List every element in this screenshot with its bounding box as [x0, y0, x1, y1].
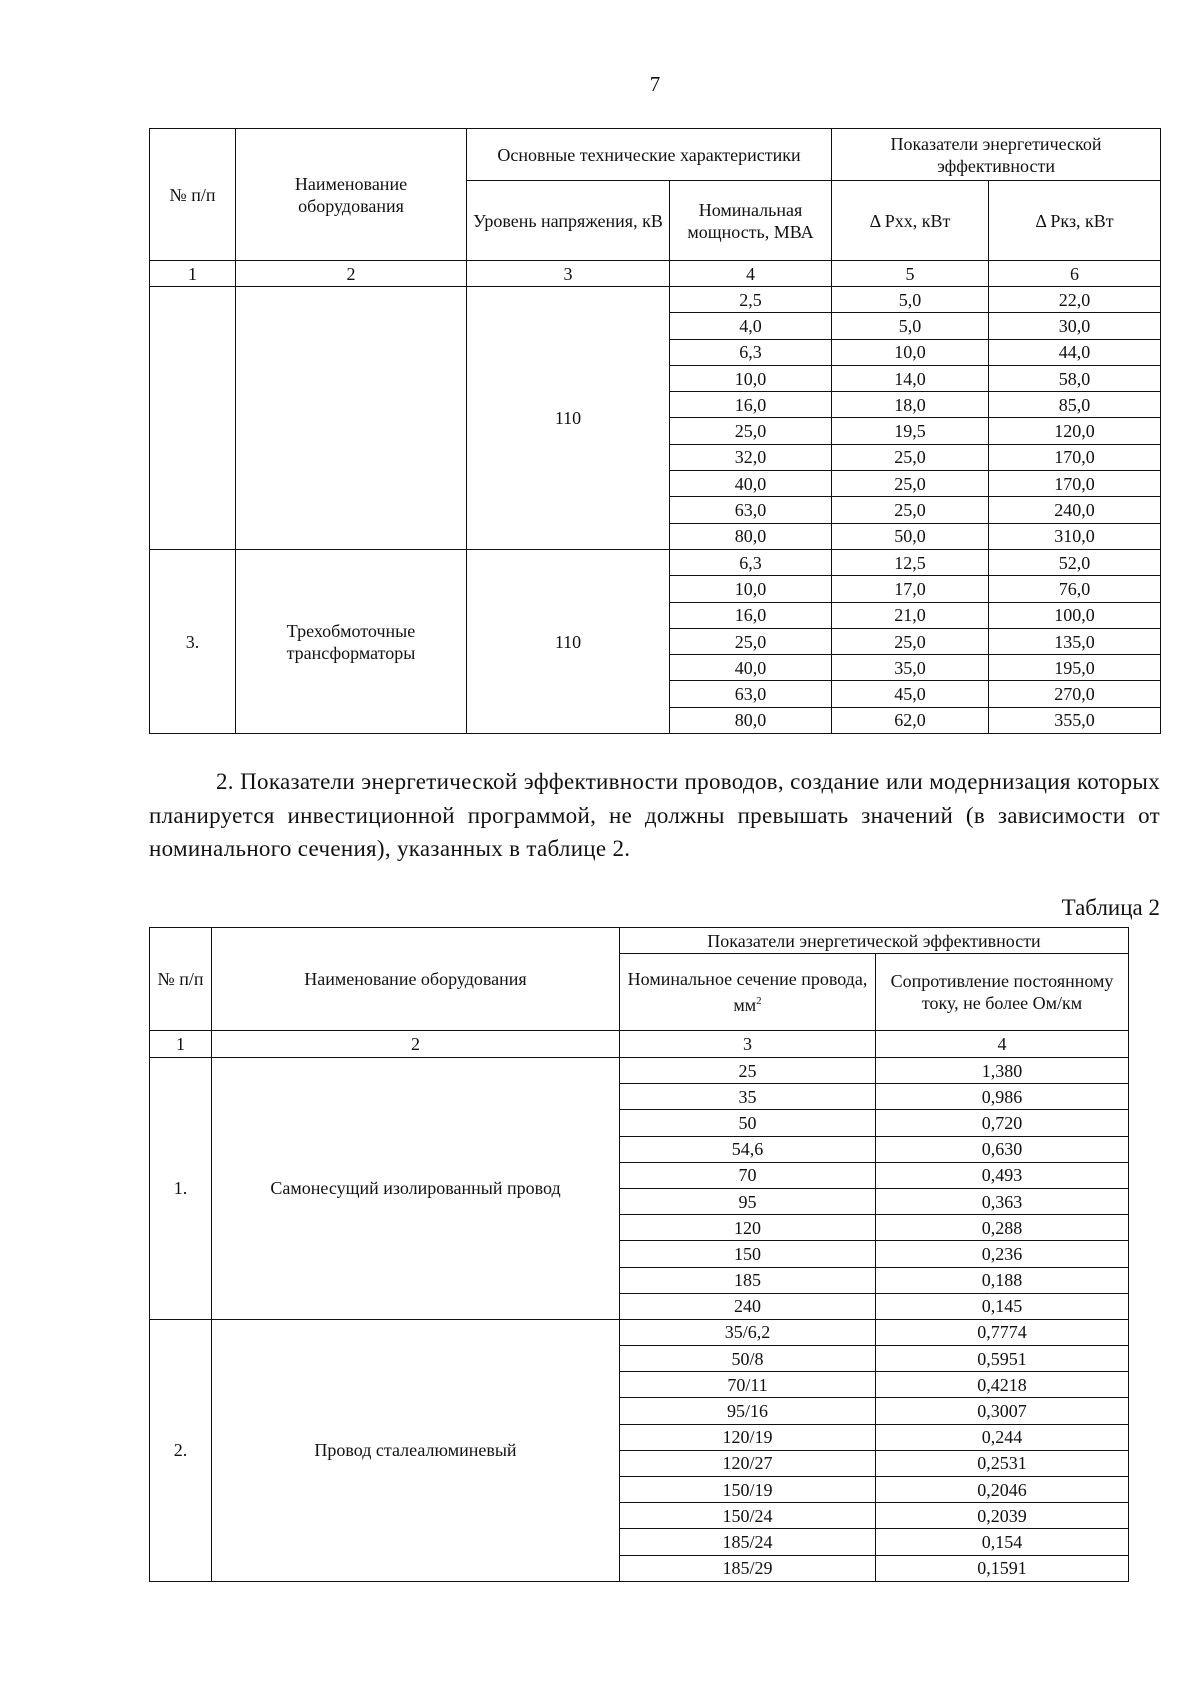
header-name: Наименование оборудования — [212, 928, 620, 1031]
pxx-value: 14,0 — [832, 365, 989, 391]
equipment-name: Самонесущий изолированный провод — [212, 1058, 620, 1320]
pkz-value: 44,0 — [989, 339, 1161, 365]
nominal-section: 95 — [620, 1188, 876, 1214]
equipment-name: Провод сталеалюминевый — [212, 1319, 620, 1581]
rated-power: 80,0 — [670, 523, 832, 549]
rated-power: 2,5 — [670, 287, 832, 313]
resistance-value: 0,720 — [876, 1110, 1129, 1136]
column-number-row — [150, 1031, 1129, 1058]
header-group-efficiency: Показатели энергетической эффективности — [620, 928, 1129, 954]
rated-power: 25,0 — [670, 628, 832, 654]
rated-power: 63,0 — [670, 497, 832, 523]
header-voltage: Уровень напряжения, кВ — [467, 181, 670, 261]
nominal-section: 120 — [620, 1215, 876, 1241]
nominal-section: 50 — [620, 1110, 876, 1136]
nominal-section: 150/19 — [620, 1477, 876, 1503]
col-number: 4 — [876, 1031, 1129, 1058]
resistance-value: 0,7774 — [876, 1319, 1129, 1345]
resistance-value: 1,380 — [876, 1058, 1129, 1084]
pkz-value: 170,0 — [989, 471, 1161, 497]
pxx-value: 17,0 — [832, 576, 989, 602]
nominal-section: 54,6 — [620, 1136, 876, 1162]
pxx-value: 62,0 — [832, 707, 989, 733]
equipment-name — [236, 287, 467, 550]
pkz-value: 85,0 — [989, 392, 1161, 418]
pxx-value: 25,0 — [832, 471, 989, 497]
resistance-value: 0,363 — [876, 1188, 1129, 1214]
wire-efficiency-table — [149, 927, 1129, 1582]
rated-power: 25,0 — [670, 418, 832, 444]
col-number: 2 — [236, 261, 467, 287]
voltage-level: 110 — [467, 549, 670, 733]
pxx-value: 10,0 — [832, 339, 989, 365]
nominal-section: 35/6,2 — [620, 1319, 876, 1345]
pkz-value: 355,0 — [989, 707, 1161, 733]
nominal-section: 70 — [620, 1162, 876, 1188]
pkz-value: 30,0 — [989, 313, 1161, 339]
pkz-value: 58,0 — [989, 365, 1161, 391]
resistance-value: 0,244 — [876, 1424, 1129, 1450]
rated-power: 6,3 — [670, 339, 832, 365]
header-power: Номинальная мощность, МВА — [670, 181, 832, 261]
col-number: 6 — [989, 261, 1161, 287]
rated-power: 10,0 — [670, 576, 832, 602]
group-number — [150, 287, 236, 550]
group-number: 2. — [150, 1319, 212, 1581]
nominal-section: 185/29 — [620, 1555, 876, 1581]
page-number: 7 — [649, 72, 661, 96]
rated-power: 16,0 — [670, 392, 832, 418]
header-section-sup: 2 — [756, 995, 762, 1007]
rated-power: 40,0 — [670, 471, 832, 497]
rated-power: 40,0 — [670, 655, 832, 681]
pkz-value: 170,0 — [989, 444, 1161, 470]
equipment-name: Трехобмоточные трансформаторы — [236, 549, 467, 733]
pkz-value: 120,0 — [989, 418, 1161, 444]
nominal-section: 150 — [620, 1241, 876, 1267]
resistance-value: 0,3007 — [876, 1398, 1129, 1424]
pkz-value: 135,0 — [989, 628, 1161, 654]
group-number: 3. — [150, 549, 236, 733]
resistance-value: 0,5951 — [876, 1346, 1129, 1372]
resistance-value: 0,2046 — [876, 1477, 1129, 1503]
resistance-value: 0,188 — [876, 1267, 1129, 1293]
pkz-value: 270,0 — [989, 681, 1161, 707]
table-row — [150, 287, 1161, 313]
pkz-value: 76,0 — [989, 576, 1161, 602]
transformer-efficiency-table — [149, 128, 1161, 734]
col-number: 1 — [150, 261, 236, 287]
header-num: № п/п — [150, 129, 236, 261]
nominal-section: 50/8 — [620, 1346, 876, 1372]
resistance-value: 0,288 — [876, 1215, 1129, 1241]
pxx-value: 12,5 — [832, 549, 989, 575]
pxx-value: 35,0 — [832, 655, 989, 681]
pkz-value: 100,0 — [989, 602, 1161, 628]
pxx-value: 5,0 — [832, 313, 989, 339]
header-pkz: Δ Ркз, кВт — [989, 181, 1161, 261]
header-pxx: Δ Рхх, кВт — [832, 181, 989, 261]
header-num: № п/п — [150, 928, 212, 1031]
table-row — [150, 549, 1161, 575]
col-number: 4 — [670, 261, 832, 287]
pkz-value: 22,0 — [989, 287, 1161, 313]
nominal-section: 150/24 — [620, 1503, 876, 1529]
group-number: 1. — [150, 1058, 212, 1320]
table-caption: Таблица 2 — [1061, 895, 1160, 920]
nominal-section: 240 — [620, 1293, 876, 1319]
nominal-section: 25 — [620, 1058, 876, 1084]
body-paragraph: 2. Показатели энергетической эффективности проводов, создание или модернизация которых планируется инвестиционной программой, не должны превышать значений (в зависимости от номинального сечения), указанных в таблице 2. — [149, 769, 1160, 861]
nominal-section: 95/16 — [620, 1398, 876, 1424]
rated-power: 10,0 — [670, 365, 832, 391]
pxx-value: 5,0 — [832, 287, 989, 313]
col-number: 3 — [467, 261, 670, 287]
nominal-section: 120/27 — [620, 1450, 876, 1476]
resistance-value: 0,2039 — [876, 1503, 1129, 1529]
rated-power: 4,0 — [670, 313, 832, 339]
resistance-value: 0,145 — [876, 1293, 1129, 1319]
nominal-section: 35 — [620, 1084, 876, 1110]
pkz-value: 240,0 — [989, 497, 1161, 523]
pxx-value: 25,0 — [832, 444, 989, 470]
nominal-section: 185/24 — [620, 1529, 876, 1555]
pkz-value: 195,0 — [989, 655, 1161, 681]
resistance-value: 0,493 — [876, 1162, 1129, 1188]
pxx-value: 25,0 — [832, 497, 989, 523]
table-row — [150, 1319, 1129, 1345]
resistance-value: 0,986 — [876, 1084, 1129, 1110]
header-group-tech: Основные технические характеристики — [467, 129, 832, 181]
col-number: 1 — [150, 1031, 212, 1058]
table-row — [150, 1058, 1129, 1084]
pxx-value: 18,0 — [832, 392, 989, 418]
header-group-efficiency: Показатели энергетической эффективности — [832, 129, 1161, 181]
pxx-value: 45,0 — [832, 681, 989, 707]
pxx-value: 21,0 — [832, 602, 989, 628]
resistance-value: 0,1591 — [876, 1555, 1129, 1581]
pxx-value: 19,5 — [832, 418, 989, 444]
header-resistance: Сопротивление постоянному току, не более Ом/км — [876, 954, 1129, 1031]
col-number: 3 — [620, 1031, 876, 1058]
nominal-section: 185 — [620, 1267, 876, 1293]
resistance-value: 0,4218 — [876, 1372, 1129, 1398]
header-name: Наименование оборудования — [236, 129, 467, 261]
rated-power: 6,3 — [670, 549, 832, 575]
rated-power: 16,0 — [670, 602, 832, 628]
pxx-value: 50,0 — [832, 523, 989, 549]
rated-power: 80,0 — [670, 707, 832, 733]
nominal-section: 70/11 — [620, 1372, 876, 1398]
column-number-row — [150, 261, 1161, 287]
pkz-value: 52,0 — [989, 549, 1161, 575]
pxx-value: 25,0 — [832, 628, 989, 654]
rated-power: 63,0 — [670, 681, 832, 707]
header-section — [620, 954, 876, 1031]
header-section-text: Номинальное сечение провода, мм — [627, 969, 868, 1015]
col-number: 5 — [832, 261, 989, 287]
rated-power: 32,0 — [670, 444, 832, 470]
resistance-value: 0,2531 — [876, 1450, 1129, 1476]
resistance-value: 0,154 — [876, 1529, 1129, 1555]
resistance-value: 0,236 — [876, 1241, 1129, 1267]
pkz-value: 310,0 — [989, 523, 1161, 549]
resistance-value: 0,630 — [876, 1136, 1129, 1162]
col-number: 2 — [212, 1031, 620, 1058]
nominal-section: 120/19 — [620, 1424, 876, 1450]
voltage-level: 110 — [467, 287, 670, 550]
